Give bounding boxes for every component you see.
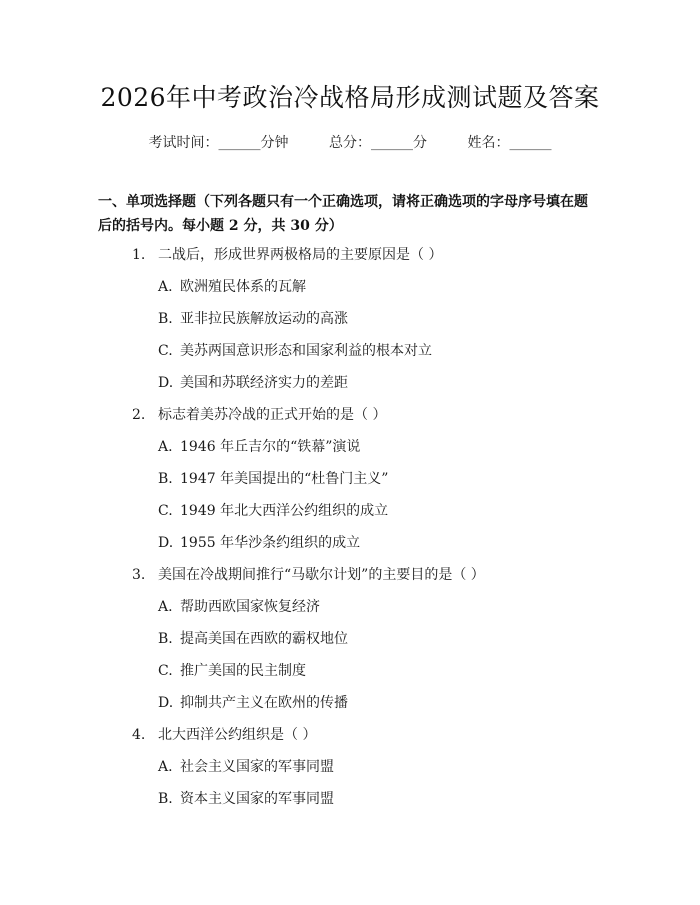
option-1c bbox=[158, 340, 432, 360]
exam-meta bbox=[0, 132, 700, 152]
option-2b bbox=[158, 468, 388, 488]
option-text: 社会主义国家的军事同盟 bbox=[180, 759, 334, 775]
option-text: 欧洲殖民体系的瓦解 bbox=[180, 279, 306, 295]
question-number: 1. bbox=[132, 247, 146, 263]
exam-name-field: 姓名：______ bbox=[467, 135, 552, 151]
option-1a bbox=[158, 276, 306, 296]
option-letter: D. bbox=[158, 535, 174, 551]
option-4a bbox=[158, 756, 334, 776]
option-text: 1947 年美国提出的“杜鲁门主义” bbox=[180, 471, 389, 487]
question-4 bbox=[132, 724, 316, 744]
option-3a bbox=[158, 596, 320, 616]
option-2a bbox=[158, 436, 360, 456]
option-letter: B. bbox=[158, 471, 173, 487]
question-text: 标志着美苏冷战的正式开始的是（ ） bbox=[158, 407, 387, 423]
option-letter: C. bbox=[158, 663, 173, 679]
option-3d bbox=[158, 692, 348, 712]
option-letter: B. bbox=[158, 311, 173, 327]
option-4b bbox=[158, 788, 334, 808]
question-text: 二战后，形成世界两极格局的主要原因是（ ） bbox=[158, 247, 443, 263]
option-letter: D. bbox=[158, 375, 174, 391]
option-2c bbox=[158, 500, 388, 520]
section-heading: 一、单项选择题（下列各题只有一个正确选项，请将正确选项的字母序号填在题后的括号内。每小题 2 分，共 30 分） bbox=[98, 194, 588, 234]
option-letter: C. bbox=[158, 343, 173, 359]
question-3 bbox=[132, 564, 485, 584]
option-1b bbox=[158, 308, 348, 328]
option-text: 亚非拉民族解放运动的高涨 bbox=[180, 311, 348, 327]
question-1 bbox=[132, 244, 442, 264]
exam-score-field: 总分：______分 bbox=[329, 135, 427, 151]
page-title: 2026年中考政治冷战格局形成测试题及答案 bbox=[100, 83, 600, 112]
option-text: 提高美国在西欧的霸权地位 bbox=[180, 631, 348, 647]
option-letter: A. bbox=[158, 759, 173, 775]
option-text: 资本主义国家的军事同盟 bbox=[180, 791, 334, 807]
question-number: 3. bbox=[132, 567, 146, 583]
option-letter: B. bbox=[158, 791, 173, 807]
option-text: 1946 年丘吉尔的“铁幕”演说 bbox=[180, 439, 361, 455]
option-letter: C. bbox=[158, 503, 173, 519]
question-text: 北大西洋公约组织是（ ） bbox=[158, 727, 317, 743]
option-3b bbox=[158, 628, 348, 648]
option-text: 抑制共产主义在欧州的传播 bbox=[180, 695, 348, 711]
option-text: 1955 年华沙条约组织的成立 bbox=[180, 535, 361, 551]
option-text: 美苏两国意识形态和国家利益的根本对立 bbox=[180, 343, 432, 359]
exam-time-field: 考试时间：______分钟 bbox=[148, 135, 289, 151]
option-text: 推广美国的民主制度 bbox=[180, 663, 306, 679]
option-letter: D. bbox=[158, 695, 174, 711]
option-letter: A. bbox=[158, 279, 173, 295]
option-letter: B. bbox=[158, 631, 173, 647]
option-text: 1949 年北大西洋公约组织的成立 bbox=[180, 503, 389, 519]
question-number: 4. bbox=[132, 727, 146, 743]
question-2 bbox=[132, 404, 386, 424]
option-letter: A. bbox=[158, 439, 173, 455]
option-2d bbox=[158, 532, 360, 552]
option-3c bbox=[158, 660, 306, 680]
option-letter: A. bbox=[158, 599, 173, 615]
option-1d bbox=[158, 372, 348, 392]
question-number: 2. bbox=[132, 407, 146, 423]
option-text: 美国和苏联经济实力的差距 bbox=[180, 375, 348, 391]
option-text: 帮助西欧国家恢复经济 bbox=[180, 599, 320, 615]
question-text: 美国在冷战期间推行“马歇尔计划”的主要目的是（ ） bbox=[158, 567, 485, 583]
